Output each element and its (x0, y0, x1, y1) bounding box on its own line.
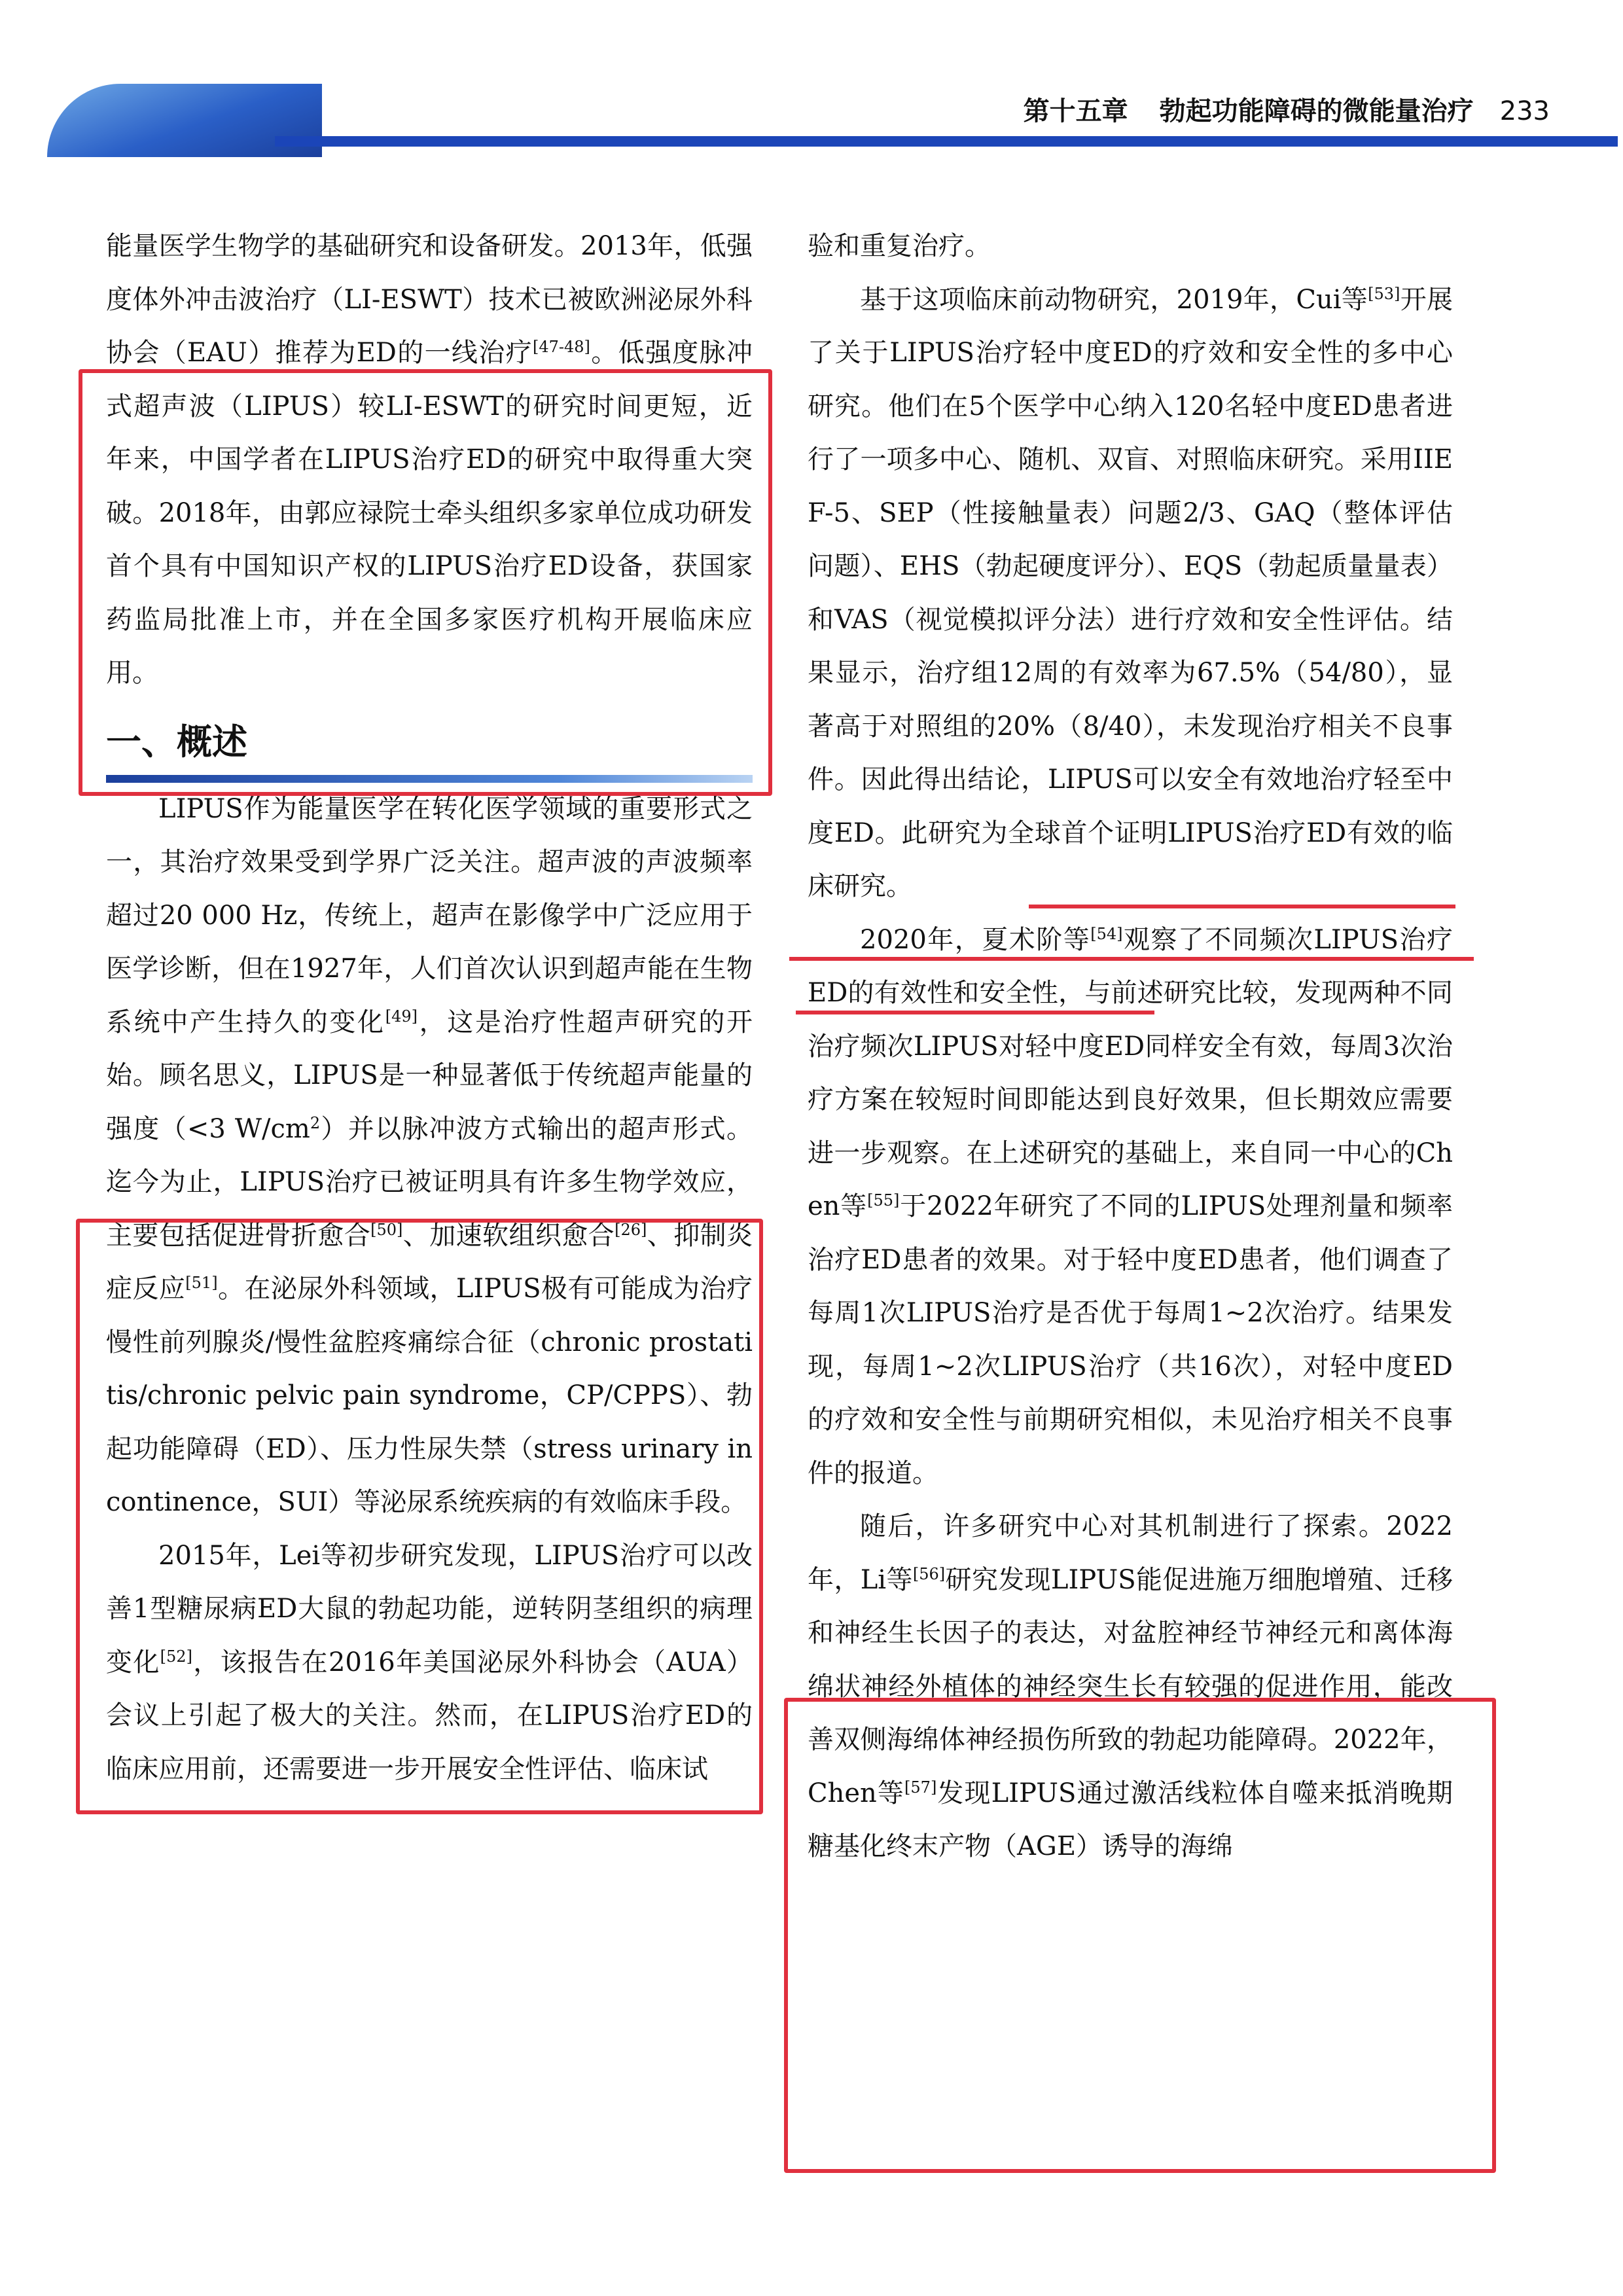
paragraph: 能量医学生物学的基础研究和设备研发。2013年，低强度体外冲击波治疗（LI-ESWT）技术已被欧洲泌尿外科协会（EAU）推荐为ED的一线治疗[47-48]。低强度脉冲式超声波（LIPUS）较LI-ESWT的研究时间更短，近年来，中国学者在LIPUS治疗ED的研究中取得重大突破。2018年，由郭应禄院士牵头组织多家单位成功研发首个具有中国知识产权的LIPUS治疗ED设备，获国家药监局批准上市，并在全国多家医疗机构开展临床应用。 (106, 231, 753, 688)
running-header (1024, 93, 1550, 130)
citation: [52] (160, 1647, 192, 1666)
paragraph: 2015年，Lei等初步研究发现，LIPUS治疗可以改善1型糖尿病ED大鼠的勃起功能，逆转阴茎组织的病理变化[52]，该报告在2016年美国泌尿外科协会（AUA）会议上引起了极大的关注。然而，在LIPUS治疗ED的临床应用前，还需要进一步开展安全性评估、临床试 (106, 1540, 753, 1784)
right-column (808, 220, 1453, 1874)
paragraph: 验和重复治疗。 (808, 231, 991, 261)
citation: [51] (185, 1274, 218, 1292)
underline-3 (796, 1011, 1154, 1014)
section-title: 一、概述 (106, 721, 247, 762)
citation: [56] (912, 1564, 946, 1583)
citation: [50] (370, 1220, 403, 1239)
paragraph: 2020年，夏术阶等[54]观察了不同频次LIPUS治疗ED的有效性和安全性，与前述研究比较，发现两种不同治疗频次LIPUS对轻中度ED同样安全有效，每周3次治疗方案在较短时间即能达到良好效果，但长期效应需要进一步观察。在上述研究的基础上，来自同一中心的Chen等[55]于2022年研究了不同的LIPUS处理剂量和频率治疗ED患者的效果。对于轻中度ED患者，他们调查了每周1次LIPUS治疗是否优于每周1~2次治疗。结果发现，每周1~2次LIPUS治疗（共16次），对轻中度ED的疗效和安全性与前期研究相似，未见治疗相关不良事件的报道。 (808, 924, 1454, 1488)
citation: [55] (867, 1191, 900, 1210)
chapter-title: 勃起功能障碍的微能量治疗 (1159, 96, 1474, 126)
header-rule (275, 136, 1618, 147)
page-number: 233 (1499, 96, 1550, 126)
citation: [53] (1368, 284, 1400, 303)
citation: [54] (1090, 924, 1123, 943)
chapter-number: 第十五章 (1023, 96, 1128, 126)
superscript: 2 (310, 1113, 321, 1132)
citation: [47-48] (532, 338, 590, 356)
paragraph: LIPUS作为能量医学在转化医学领域的重要形式之一，其治疗效果受到学界广泛关注。超声波的声波频率超过20 000 Hz，传统上，超声在影像学中广泛应用于医学诊断，但在1927年，人们首次认识到超声能在生物系统中产生持久的变化[49]，这是治疗性超声研究的开始。顾名思义，LIPUS是一种显著低于传统超声能量的强度（<3 $W/cm^2$）并以脉冲波方式输出的超声形式。迄今为止，LIPUS治疗已被证明具有许多生物学效应，主要包括促进骨折愈合[50]、加速软组织愈合[26]、抑制炎症反应[51]。在泌尿外科领域，LIPUS极有可能成为治疗慢性前列腺炎/慢性盆腔疼痛综合征（chronic prostatitis/chronic pelvic pain syndrome，CP/CPPS）、勃起功能障碍（ED）、压力性尿失禁（stress urinary incontinence，SUI）等泌尿系统疾病的有效临床手段。 (106, 793, 753, 1517)
underline-2 (789, 957, 1474, 961)
citation: [49] (385, 1007, 418, 1026)
underlined-conclusion: LIPUS可以安全有效地治疗轻至中度ED。此研究为全球首个证明LIPUS治疗ED有效的临床研究。 (808, 764, 1454, 901)
underline-1 (1029, 905, 1455, 908)
paragraph: 随后，许多研究中心对其机制进行了探索。2022年，Li等[56]研究发现LIPUS能促进施万细胞增殖、迁移和神经生长因子的表达，对盆腔神经节神经元和离体海绵状神经外植体的神经突生长有较强的促进作用，能改善双侧海绵体神经损伤所致的勃起功能障碍。2022年，Chen等[57]发现LIPUS通过激活线粒体自噬来抵消晚期糖基化终末产物（AGE）诱导的海绵 (808, 1511, 1454, 1861)
section-rule (106, 775, 753, 783)
paragraph: 基于这项临床前动物研究，2019年，Cui等[53]开展了关于LIPUS治疗轻中度ED的疗效和安全性的多中心研究。他们在5个医学中心纳入120名轻中度ED患者进行了一项多中心、随机、双盲、对照临床研究。采用IIEF-5、SEP（性接触量表）问题2/3、GAQ（整体评估问题）、EHS（勃起硬度评分）、EQS（勃起质量量表）和VAS（视觉模拟评分法）进行疗效和安全性评估。结果显示，治疗组12周的有效率为67.5%（54/80），显著高于对照组的20%（8/40），未发现治疗相关不良事件。因此得出结论，LIPUS可以安全有效地治疗轻至中度ED。此研究为全球首个证明LIPUS治疗ED有效的临床研究。 (808, 284, 1454, 901)
left-column (106, 220, 753, 1796)
section-heading (106, 709, 753, 783)
citation: [26] (615, 1220, 647, 1239)
citation: [57] (904, 1778, 937, 1797)
